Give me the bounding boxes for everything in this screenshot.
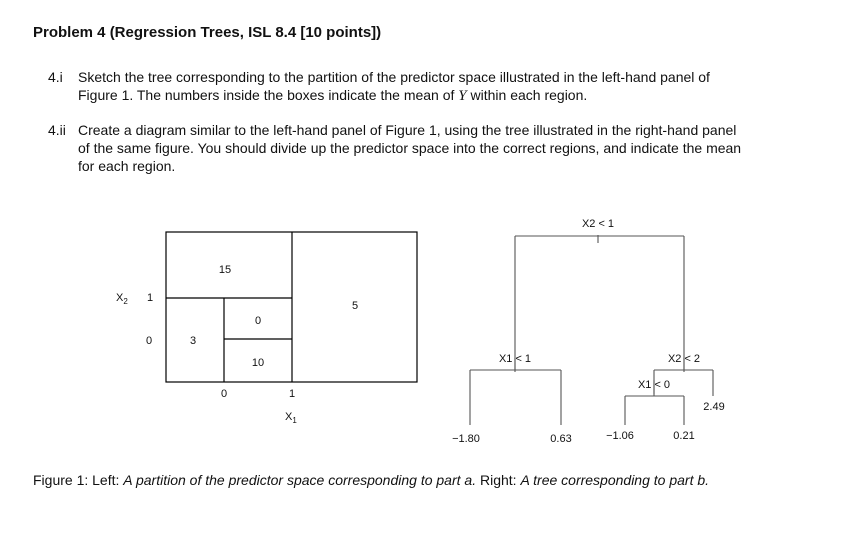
tree-leaf: 0.21 xyxy=(673,430,695,442)
tree-split-right-left: X1 < 0 xyxy=(637,379,671,391)
item-line: within each region. xyxy=(466,87,588,103)
region-value: 10 xyxy=(251,357,265,369)
region-value: 0 xyxy=(254,315,262,327)
y-tick: 1 xyxy=(147,292,154,304)
item-line: for each region. xyxy=(78,158,176,174)
partition-diagram xyxy=(166,232,417,382)
x-tick: 1 xyxy=(288,388,296,400)
caption-left-text: A partition of the predictor space corresponding to part a. xyxy=(123,472,477,488)
region-value: 15 xyxy=(218,264,232,276)
item-number: 4.i xyxy=(48,69,63,85)
tree-split-root: X2 < 1 xyxy=(581,218,615,230)
caption-right-text: A tree corresponding to part b. xyxy=(520,472,710,488)
figure-caption xyxy=(33,472,709,488)
caption-left-word: Left: xyxy=(92,472,120,488)
tree-leaf: −1.80 xyxy=(452,433,480,445)
x-axis-label: $X_1$ xyxy=(285,411,297,425)
item-number: 4.ii xyxy=(48,122,66,138)
tree-leaf: 0.63 xyxy=(550,433,572,445)
y-tick: 0 xyxy=(146,335,153,347)
problem-title: Problem 4 (Regression Trees, ISL 8.4 [10 points]) xyxy=(33,24,382,41)
tree-split-right: X2 < 2 xyxy=(667,353,701,365)
tree-leaf: 2.49 xyxy=(703,401,725,413)
item-line: Figure 1. The numbers inside the boxes indicate the mean of xyxy=(78,87,459,103)
variable-y: Y xyxy=(458,88,467,104)
region-value: 3 xyxy=(189,335,197,347)
region-value: 5 xyxy=(351,300,359,312)
tree-split-left: X1 < 1 xyxy=(498,353,532,365)
regression-tree xyxy=(470,235,713,425)
caption-label: Figure 1: xyxy=(33,472,89,488)
item-line: Create a diagram similar to the left-hand panel of Figure 1, using the tree illustrated in the right-hand panel xyxy=(78,122,737,138)
item-line: Sketch the tree corresponding to the partition of the predictor space illustrated in the left-hand panel of xyxy=(78,69,710,85)
tree-leaf: −1.06 xyxy=(606,430,634,442)
item-line: of the same figure. You should divide up the predictor space into the correct regions, and indicate the mean xyxy=(78,140,742,156)
y-axis-label: $X_2$ xyxy=(116,292,128,306)
caption-right-word: Right: xyxy=(479,472,517,488)
x-tick: 0 xyxy=(220,388,228,400)
